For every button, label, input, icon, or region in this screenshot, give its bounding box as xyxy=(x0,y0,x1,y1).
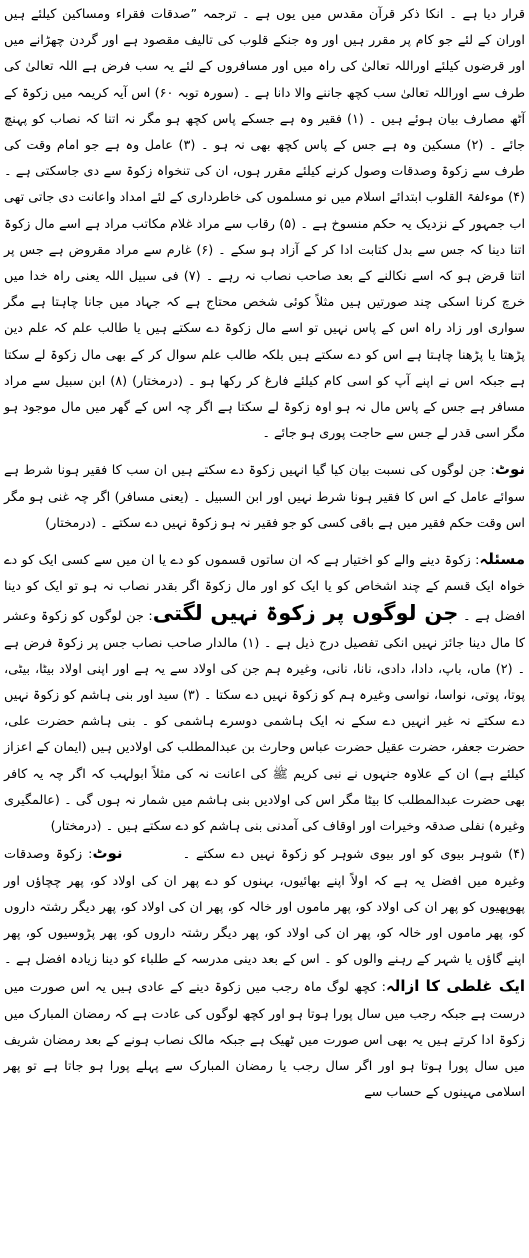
ruling-label: مسئلہ xyxy=(479,550,525,569)
spouse-and-note-paragraph xyxy=(4,840,525,1106)
note-paragraph xyxy=(4,456,525,537)
ineligible-recipients-text: : جن لوگوں کو زکوۃ وعشر کا مال دینا جائز نہیں انکی تفصیل درج ذیل ہے ۔ (۱) مالدار صاحب نصاب جس پر زکوۃ فرض ہے ۔ (۲) ماں، باپ، دادا، دادی، نانا، نانی، وغیرہ ہم جن کی اولاد سے یہ ہے اور اپنی اولاد بیٹا، بیٹی، پوتا، پوتی، نواسا، نواسی وغیرہ ہم کو زکوۃ نہیں دے سکتا ۔ (۳) سید اور بنی ہاشم کو زکوۃ نہیں دے سکتے نہ غیر انہیں دے سکے نہ ایک ہاشمی دوسرے ہاشمی کو ۔ بنی ہاشم حضرت علی، حضرت جعفر، حضرت عقیل حضرت عباس وحارث بن عبدالمطلب کی اولادیں ہیں (ایمان کے اعزاز کیلئے ہے) ان کے علاوہ جنہوں نے نبی کریم ﷺ کی اعانت نہ کی مثلاً ابولہب کہ اگر چہ یہ کافر بھی حضرت عبدالمطلب کا بیٹا مگر اس کی اولادیں بنی ہاشم میں شمار نہ ہوں گی ۔ (عالمگیری وغیرہ) نفلی صدقہ وخیرات اور اوقاف کی آمدنی بنی ہاشم کو دے سکتے ہیں ۔ (درمختار) xyxy=(4,609,526,835)
note-label-2: نوٹ xyxy=(92,844,123,863)
note-label: نوٹ xyxy=(494,460,525,479)
error-correction-label: ایک غلطی کا ازالہ xyxy=(386,977,525,996)
spouse-rule-text: (۴) شوہر بیوی کو اور بیوی شوہر کو زکوۃ نہیں دے سکتے ۔ xyxy=(182,847,525,863)
paragraph-gap xyxy=(4,537,525,546)
note-text-2: : زکوۃ وصدقات وغیرہ میں افضل یہ ہے کہ اولاً اپنے بھائیوں، بہنوں کو دے پھر ان کی اولاد کو، پھر چچاؤں اور پھوپھیوں کو پھر ان کی اولاد کو، پھر ماموں اور خالہ کو، پھر ان کی اولاد کو، پھر دیگر رشتہ داروں کو، پھر ماموں اور خالہ کو، پھر ان کی اولاد کو، پھر دیگر رشتہ داروں کو، پھر پڑوسیوں کو، پھر اپنے گاؤں یا شہر کے رہنے والوں کو ۔ اس کے بعد دینی مدرسہ کے طلباء کو دینا زیادہ افضل ہے ۔ xyxy=(4,847,525,968)
ruling-text: : زکوۃ دینے والے کو اختیار ہے کہ ان ساتوں قسموں کو دے یا ان میں سے کسی ایک کو دے خواہ ایک قسم کے چند اشخاص کو یا ایک کو اور مال زکوۃ اگر بقدر نصاب نہ ہو تو ایک کو دینا افضل ہے ۔ xyxy=(4,553,525,625)
note-text: : جن لوگوں کی نسبت بیان کیا گیا انہیں زکوۃ دے سکتے ہیں ان سب کا فقیر ہونا شرط ہے سوائے عامل کے اس کا فقیر ہونا شرط نہیں اور ابن السبیل ۔ (یعنی مسافر) اگر چہ غنی ہو مگر اس وقت حکم فقیر میں ہے باقی کسی کو جو فقیر نہ ہو زکوۃ نہیں دے سکتے ۔ (درمختار) xyxy=(4,463,525,531)
error-correction-text: : کچھ لوگ ماہ رجب میں زکوۃ دینے کے عادی ہیں یہ اس صورت میں درست ہے جبکہ رجب میں سال پورا ہوتا ہو اور کچھ لوگوں کی عادت ہے کہ رمضان المبارک میں زکوۃ ادا کرتے ہیں یہ بھی اس صورت میں ٹھیک ہے جبکہ مالک نصاب ہونے کے بعد رمضان شریف میں سال پورا ہوتا ہو اور اگر سال رجب یا رمضان المبارک سے پہلے پورا ہو جاتا ہے تو پھر اسلامی مہینوں کے حساب سے xyxy=(4,980,525,1101)
ruling-paragraph xyxy=(4,546,525,840)
section-heading: جن لوگوں پر زکوۃ نہیں لگتی xyxy=(152,601,459,626)
paragraph-gap xyxy=(4,447,525,456)
zakat-recipients-paragraph: قرار دیا ہے ۔ انکا ذکر قرآن مقدس میں یوں ہے ۔ ترجمہ ”صدقات فقراء ومساکین کیلئے ہیں اوران کے لئے جو کام پر مقرر ہیں اور وہ جنکے قلوب کی تالیف مقصود ہے اور گردن چھڑانے میں اور قرضوں کیلئے اوراللہ تعالیٰ کی راہ میں اور مسافروں کے لئے یہ سب فرض ہے اللہ تعالیٰ کی طرف سے اوراللہ تعالیٰ سب کچھ جاننے والا دانا ہے ۔ (سورہ توبہ ۶۰) اس آیہ کریمہ میں زکوۃ کے آٹھ مصارف بیان ہوئے ہیں ۔ (۱) فقیر وہ ہے جسکے پاس کچھ ہو مگر نہ اتنا کہ نصاب کو پہنچ جائے ۔ (۲) مسکین وہ ہے جس کے پاس کچھ بھی نہ ہو ۔ (۳) عامل وہ ہے جو امام وقت کی طرف سے زکوۃ وصدقات وصول کرنے کیلئے مقرر ہوں، ان کی تنخواہ زکوۃ سے دی جاسکتی ہے ۔ (۴) موءلفۃ القلوب ابتدائے اسلام میں نو مسلموں کی خاطرداری کے لئے امداد واعانت دی جاتی تھی اب جمہور کے نزدیک یہ حکم منسوخ ہے ۔ (۵) رقاب سے مراد غلام مکاتب مراد ہے اسے مال زکوۃ اتنا دینا کہ جس سے بدل کتابت ادا کر کے آزاد ہو سکے ۔ (۶) غارم سے مراد مقروض ہے جس پر اتنا قرض ہو کہ اسے نکالنے کے بعد صاحب نصاب نہ رہے ۔ (۷) فی سبیل اللہ یعنی راہ خدا میں خرچ کرنا اسکی چند صورتیں ہیں مثلاً کوئی شخص محتاج ہے کہ جہاد میں جانا چاہتا ہے مگر سواری اور زاد راہ اس کے پاس نہیں تو اسے مال زکوۃ دے سکتے ہیں یا طالب علم کہ علم دین پڑھتا یا پڑھنا چاہتا ہے اس کو دے سکتے ہیں بلکہ طالب علم سوال کر کے بھی مال زکوۃ لے سکتا ہے جبکہ اس نے اپنے آپ کو اسی کام کیلئے فارغ کر رکھا ہو ۔ (درمختار) (۸) ابن سبیل سے مراد مسافر ہے جس کے پاس مال نہ ہو اوہ زکوۃ لے سکتا ہے اگر چہ اس کے گھر میں مال موجود ہو مگر اسی قدر لے جس سے حاجت پوری ہو جائے ۔ xyxy=(4,7,526,442)
